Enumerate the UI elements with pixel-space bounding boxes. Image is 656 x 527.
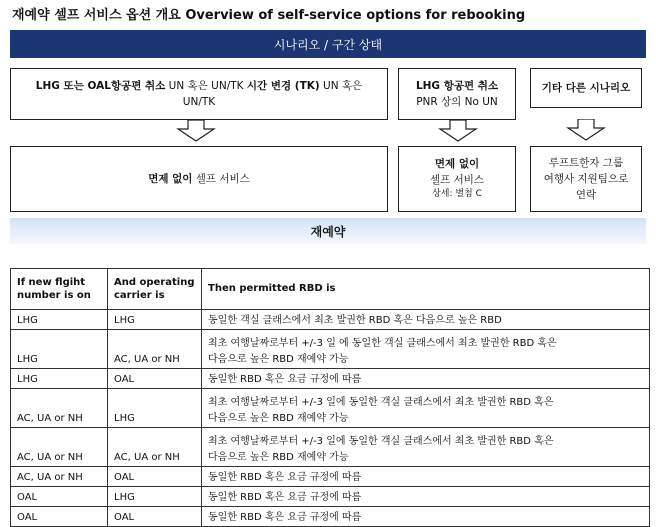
rbd-line: 동일한 RBD 혹은 요금 규정에 따름 [208, 471, 362, 483]
rbd-table [10, 268, 650, 527]
column-header-rbd: Then permitted RBD is [202, 269, 650, 310]
rbd-line: 동일한 RBD 혹은 요금 규정에 따름 [208, 373, 362, 385]
table-row [11, 310, 650, 330]
table-row [11, 369, 650, 389]
rbd-line: 다음으로 높은 RBD 재예약 가능 [208, 353, 349, 365]
cell-operating-carrier: LHG [108, 389, 202, 428]
cell-operating-carrier: OAL [108, 369, 202, 389]
table-row [11, 487, 650, 507]
cell-operating-carrier: OAL [108, 507, 202, 527]
outcome-line: 여행사 지원팀으로 [543, 172, 629, 185]
scenario-bold-text: 시간 변경 (TK) [246, 79, 320, 92]
cell-flight-number: LHG [11, 310, 108, 330]
table-header-row [11, 269, 650, 310]
down-arrow-icon [438, 120, 478, 142]
rbd-line: 최초 여행날짜로부터 +/-3 일에 동일한 객실 클래스에서 최초 발권한 RBD 혹은 [208, 436, 554, 447]
outcome-line [148, 171, 250, 187]
scenario-box-oal-cancel [10, 68, 388, 120]
scenario-banner [10, 30, 646, 58]
cell-flight-number: OAL [11, 487, 108, 507]
scenario-line: PNR 상의 No UN [416, 96, 498, 108]
cell-permitted-rbd [202, 389, 650, 428]
outcome-text: 셀프 서비스 [192, 172, 250, 185]
scenario-line: UN/TK [182, 96, 216, 108]
rbd-line: 최초 여행날짜로부터 +/-3 일에 동일한 객실 클래스에서 최초 발권한 RBD 혹은 [208, 397, 554, 408]
cell-operating-carrier: AC, UA or NH [108, 330, 202, 369]
scenario-box-lhg-cancel [398, 68, 516, 120]
banner-label: 시나리오 / 구간 상태 [273, 37, 383, 52]
down-arrow-icon [176, 120, 216, 142]
outcome-box-contact-support [530, 146, 642, 212]
outcome-detail: 상세: 별첨 C [432, 189, 482, 200]
column-header-flight: If new flgiht number is on [11, 269, 108, 310]
cell-flight-number: AC, UA or NH [11, 389, 108, 428]
rbd-line: 동일한 RBD 혹은 요금 규정에 따름 [208, 491, 362, 503]
rbd-line: 최초 여행날짜로부터 +/-3 일 에 동일한 객실 클래스에서 최초 발권한 RBD 혹은 [208, 338, 557, 349]
rbd-line: 다음으로 높은 RBD 재예약 가능 [208, 451, 349, 463]
table-row [11, 330, 650, 369]
cell-permitted-rbd [202, 428, 650, 467]
scenario-text: UN 혹은 UN/TK [165, 79, 247, 92]
cell-flight-number: AC, UA or NH [11, 467, 108, 487]
rebooking-header [10, 218, 646, 244]
table-row [11, 389, 650, 428]
scenario-line [36, 78, 362, 94]
outcome-line: 셀프 서비스 [429, 174, 485, 187]
rebooking-label: 재예약 [310, 224, 346, 239]
outcome-box-self-service [10, 146, 388, 212]
rbd-line: 다음으로 높은 RBD 재예약 가능 [208, 412, 349, 424]
table-row [11, 428, 650, 467]
cell-permitted-rbd [202, 507, 650, 527]
cell-operating-carrier: LHG [108, 310, 202, 330]
cell-permitted-rbd [202, 467, 650, 487]
cell-operating-carrier: LHG [108, 487, 202, 507]
scenario-box-other [530, 68, 642, 108]
cell-permitted-rbd [202, 330, 650, 369]
cell-operating-carrier: OAL [108, 467, 202, 487]
page-title: 재예약 셀프 서비스 옵션 개요 Overview of self-service options for rebooking [12, 8, 526, 23]
outcome-bold-text: 면제 없이 [148, 172, 193, 185]
cell-flight-number: OAL [11, 507, 108, 527]
rbd-line: 동일한 RBD 혹은 요금 규정에 따름 [208, 511, 362, 523]
cell-permitted-rbd [202, 369, 650, 389]
scenario-bold-text: LHG 항공편 취소 [415, 79, 499, 92]
cell-flight-number: LHG [11, 330, 108, 369]
outcome-box-self-service-c [398, 146, 516, 212]
outcome-line: 루프트한자 그룹 [548, 156, 624, 169]
cell-flight-number: AC, UA or NH [11, 428, 108, 467]
table-row [11, 507, 650, 527]
scenario-bold-text: 기타 다른 시나리오 [541, 81, 631, 94]
scenario-text: UN 혹은 [319, 79, 363, 92]
cell-permitted-rbd [202, 487, 650, 507]
cell-flight-number: LHG [11, 369, 108, 389]
cell-operating-carrier: AC, UA or NH [108, 428, 202, 467]
rbd-line: 동일한 객실 클래스에서 최초 발권한 RBD 혹은 다음으로 높은 RBD [208, 314, 502, 326]
table-row [11, 467, 650, 487]
cell-permitted-rbd [202, 310, 650, 330]
outcome-line: 연락 [575, 189, 597, 202]
scenario-bold-text: LHG 또는 OAL항공편 취소 [35, 79, 166, 92]
outcome-bold-text: 면제 없이 [434, 157, 480, 170]
column-header-carrier: And operating carrier is [108, 269, 202, 310]
down-arrow-icon [566, 119, 606, 141]
